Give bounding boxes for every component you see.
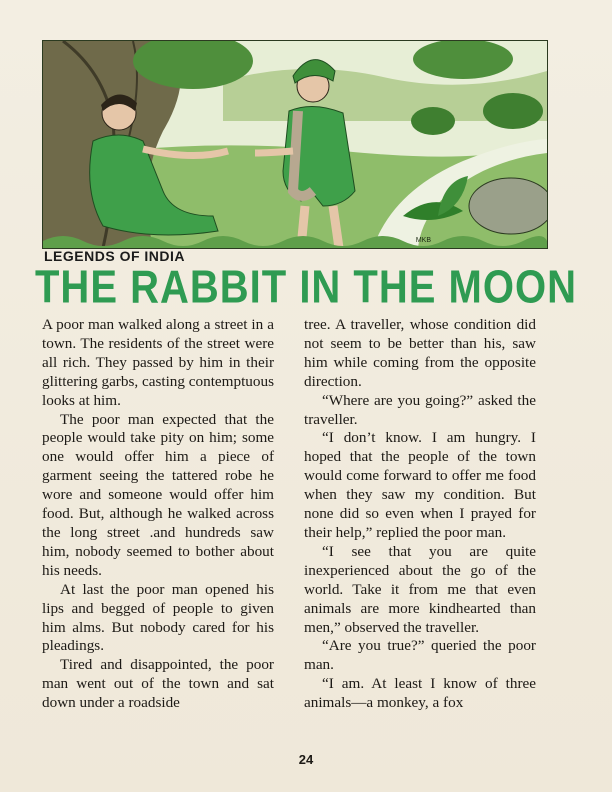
- page-number: 24: [298, 752, 314, 767]
- paragraph: “I don’t know. I am hungry. I hoped that the people of the town would come forward to offer me food when they saw my condition. But none did so even when I prayed for their help,” replied the poor man.: [304, 429, 536, 541]
- story-title: THE RABBIT IN THE MOON: [35, 262, 577, 313]
- paragraph: A poor man walked along a street in a town. The residents of the street were all rich. They passed by him in their glittering garbs, casting contemptuous looks at him.: [42, 316, 274, 409]
- paragraph: At last the poor man opened his lips and begged of people to given him alms. But nobody cared for his pleadings.: [42, 580, 274, 655]
- paragraph: “Where are you going?” asked the traveller.: [304, 391, 536, 428]
- paragraph: “I am. At least I know of three animals—a monkey, a fox: [304, 675, 536, 712]
- paragraph: “Are you true?” queried the poor man.: [304, 637, 536, 674]
- series-label: LEGENDS OF INDIA: [44, 248, 186, 264]
- illustrator-signature: MKB: [415, 237, 431, 244]
- paragraph: The poor man expected that the people would take pity on him; some one would offer him a piece of garment seeing the tattered robe he wore and someone would offer him food. But, although he walked across the long street .and hundreds saw him, nobody seemed to bother about his needs.: [42, 410, 274, 579]
- story-illustration: [42, 40, 548, 249]
- illustration-art: [43, 41, 547, 248]
- paragraph: Tired and disappointed, the poor man went out of the town and sat down under a roadside: [42, 656, 274, 712]
- right-column: [304, 316, 536, 713]
- paragraph: tree. A traveller, whose condition did not seem to be better than his, saw him while coming from the opposite direction.: [304, 316, 536, 390]
- left-column: [42, 316, 274, 713]
- paragraph: “I see that you are quite inexperienced about the go of the world. Take it from me that even animals are more kindhearted than men,” observed the traveller.: [304, 542, 536, 636]
